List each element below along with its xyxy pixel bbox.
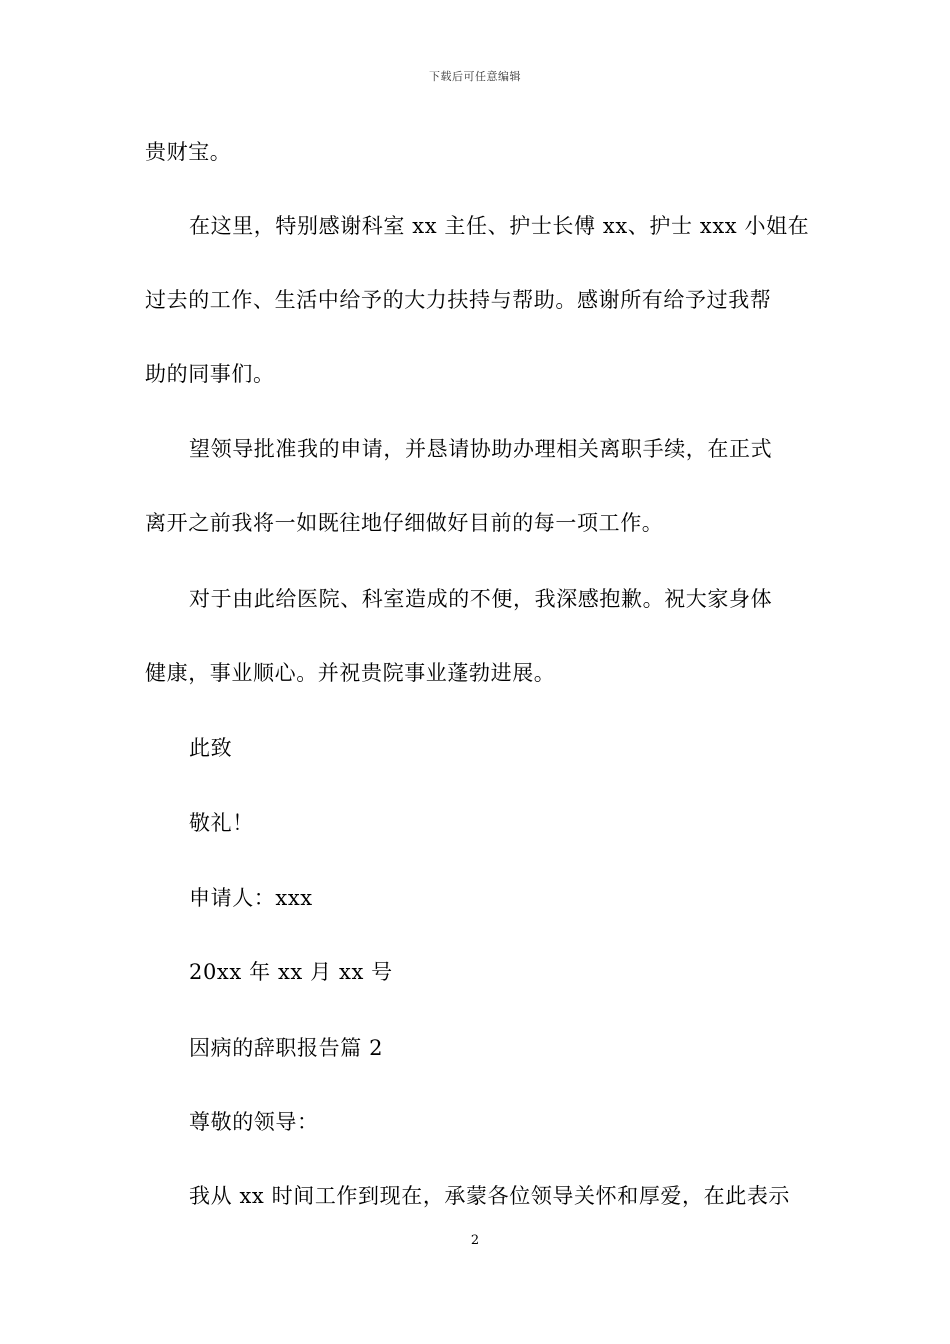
page-number: 2 — [470, 1233, 480, 1248]
body-line: 贵财宝。 — [145, 140, 232, 164]
body-line: 离开之前我将一如既往地仔细做好目前的每一项工作。 — [145, 511, 664, 535]
applicant-line: 申请人：xxx — [189, 886, 313, 910]
closing-regards: 敬礼！ — [189, 811, 254, 835]
section-title: 因病的辞职报告篇 2 — [189, 1036, 384, 1060]
body-line: 健康，事业顺心。并祝贵院事业蓬勃进展。 — [145, 661, 556, 685]
page-header: 下载后可任意编辑 — [429, 70, 521, 83]
body-line: 对于由此给医院、科室造成的不便，我深感抱歉。祝大家身体 — [189, 587, 773, 611]
greeting-line: 尊敬的领导： — [189, 1110, 319, 1134]
body-line: 助的同事们。 — [145, 362, 275, 386]
body-line: 我从 xx 时间工作到现在，承蒙各位领导关怀和厚爱，在此表示 — [189, 1184, 791, 1208]
body-line: 望领导批准我的申请，并恳请协助办理相关离职手续，在正式 — [189, 437, 773, 461]
body-line: 在这里，特别感谢科室 xx 主任、护士长傅 xx、护士 xxx 小姐在 — [189, 214, 810, 238]
closing-salutation: 此致 — [189, 736, 233, 760]
body-line: 过去的工作、生活中给予的大力扶持与帮助。感谢所有给予过我帮 — [145, 288, 772, 312]
date-line: 20xx 年 xx 月 xx 号 — [189, 960, 393, 984]
